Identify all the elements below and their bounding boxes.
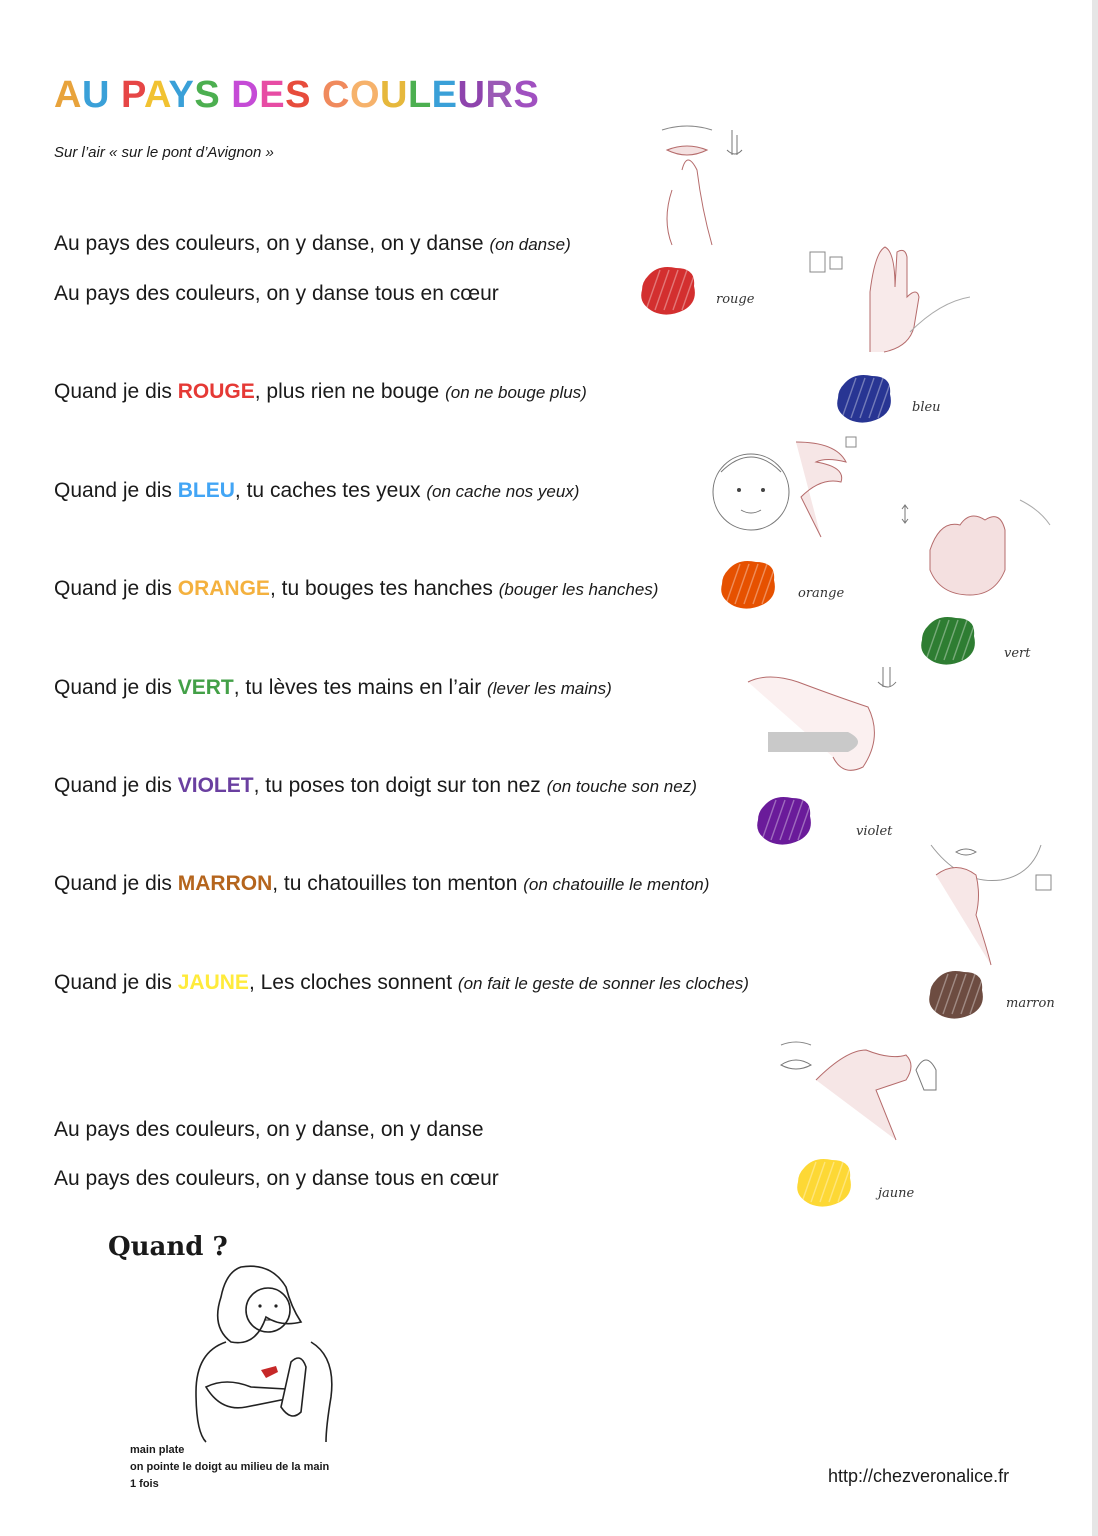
stage-note: (on fait le geste de sonner les cloches)	[457, 974, 749, 993]
title-letter: A	[144, 74, 169, 116]
stage-note: (on ne bouge plus)	[445, 383, 587, 402]
swatch-label: vert	[1004, 646, 1031, 661]
lyric-text: , tu poses ton doigt sur ton nez	[253, 774, 547, 797]
lyric-text: Quand je dis	[54, 479, 178, 502]
lyric-line	[54, 1118, 484, 1142]
lyric-text: Quand je dis	[54, 774, 178, 797]
swatch-label: violet	[856, 824, 893, 839]
swatch-violet	[756, 792, 816, 848]
lyric-line	[54, 1167, 499, 1191]
swatch-jaune	[796, 1154, 856, 1210]
sign-illustration-orange	[900, 495, 1056, 610]
color-word: ORANGE	[177, 577, 270, 600]
lyric-line	[54, 282, 499, 306]
lyric-line	[54, 676, 612, 700]
page-edge	[1092, 0, 1098, 1536]
stage-note: (bouger les hanches)	[498, 580, 659, 599]
page-title	[54, 74, 539, 117]
title-letter: U	[81, 74, 110, 116]
lyric-line	[54, 577, 658, 601]
title-letter: S	[513, 74, 540, 116]
lyric-text: Au pays des couleurs, on y danse tous en cœur	[54, 282, 499, 305]
title-letter	[110, 74, 121, 116]
swatch-orange	[720, 556, 780, 612]
lyric-text: Quand je dis	[54, 676, 178, 699]
title-letter: R	[485, 74, 514, 116]
color-word: BLEU	[177, 479, 235, 502]
swatch-marron	[928, 966, 988, 1022]
swatch-label: rouge	[716, 292, 755, 307]
title-letter: E	[259, 74, 286, 116]
lyric-text: , Les cloches sonnent	[248, 971, 458, 994]
title-letter: S	[285, 74, 311, 116]
title-letter	[220, 74, 231, 116]
title-letter: Y	[168, 74, 195, 116]
swatch-label: marron	[1006, 996, 1055, 1011]
color-word: MARRON	[177, 872, 273, 895]
title-letter: P	[120, 74, 144, 116]
color-word: ROUGE	[177, 380, 255, 403]
lyric-text: , tu caches tes yeux	[234, 479, 427, 502]
title-letter: S	[194, 74, 221, 116]
footer-url[interactable]: http://chezveronalice.fr	[828, 1466, 1010, 1486]
title-letter: U	[380, 74, 408, 116]
title-letter: L	[407, 74, 432, 116]
quand-title: Quand ?	[108, 1232, 228, 1262]
color-word: VIOLET	[177, 774, 254, 797]
swatch-rouge	[640, 262, 700, 318]
lyric-line	[54, 380, 587, 404]
swatch-label: bleu	[912, 400, 941, 415]
stage-note: (on chatouille le menton)	[523, 875, 710, 894]
title-letter: U	[457, 74, 486, 116]
sign-illustration-vert	[738, 662, 910, 782]
title-letter: D	[231, 74, 260, 116]
lyric-text: Quand je dis	[54, 872, 178, 895]
lyric-text: , tu lèves tes mains en l’air	[233, 676, 488, 699]
lyric-line	[54, 479, 579, 503]
sign-illustration-bleu	[706, 432, 866, 554]
sign-illustration-rouge	[800, 242, 970, 357]
lyric-text: Quand je dis	[54, 577, 178, 600]
swatch-vert	[920, 612, 980, 668]
swatch-label: orange	[798, 586, 845, 601]
caption-line: 1 fois	[130, 1478, 159, 1490]
lyric-line	[54, 971, 749, 995]
title-letter: E	[431, 74, 458, 116]
stage-note: (on danse)	[489, 235, 571, 254]
lyric-text: , tu chatouilles ton menton	[272, 872, 524, 895]
quand-sign-illustration	[186, 1262, 336, 1444]
sign-illustration-couleur	[642, 120, 762, 250]
lyric-text: Au pays des couleurs, on y danse, on y danse	[54, 1118, 484, 1141]
title-letter: O	[349, 74, 380, 116]
color-word: JAUNE	[177, 971, 249, 994]
lyric-line	[54, 872, 709, 896]
lyric-line	[54, 774, 697, 798]
lyric-text: Au pays des couleurs, on y danse tous en cœur	[54, 1167, 499, 1190]
title-letter: A	[54, 74, 82, 116]
color-word: VERT	[177, 676, 234, 699]
swatch-bleu	[836, 370, 896, 426]
lyric-text: Quand je dis	[54, 380, 178, 403]
lyric-text: , plus rien ne bouge	[254, 380, 446, 403]
lyric-line	[54, 232, 571, 256]
stage-note: (lever les mains)	[487, 679, 612, 698]
swatch-label: jaune	[878, 1186, 915, 1201]
caption-line: on pointe le doigt au milieu de la main	[130, 1461, 330, 1473]
lyric-text: Au pays des couleurs, on y danse, on y danse	[54, 232, 490, 255]
stage-note: (on touche son nez)	[546, 777, 697, 796]
sign-illustration-jaune	[776, 1040, 941, 1145]
sign-illustration-violet	[926, 840, 1061, 970]
subtitle: Sur l’air « sur le pont d’Avignon »	[54, 144, 274, 161]
title-letter: C	[321, 74, 350, 116]
stage-note: (on cache nos yeux)	[426, 482, 580, 501]
title-letter	[311, 74, 322, 116]
lyric-text: , tu bouges tes hanches	[269, 577, 499, 600]
caption-line: main plate	[130, 1444, 185, 1456]
lyric-text: Quand je dis	[54, 971, 178, 994]
